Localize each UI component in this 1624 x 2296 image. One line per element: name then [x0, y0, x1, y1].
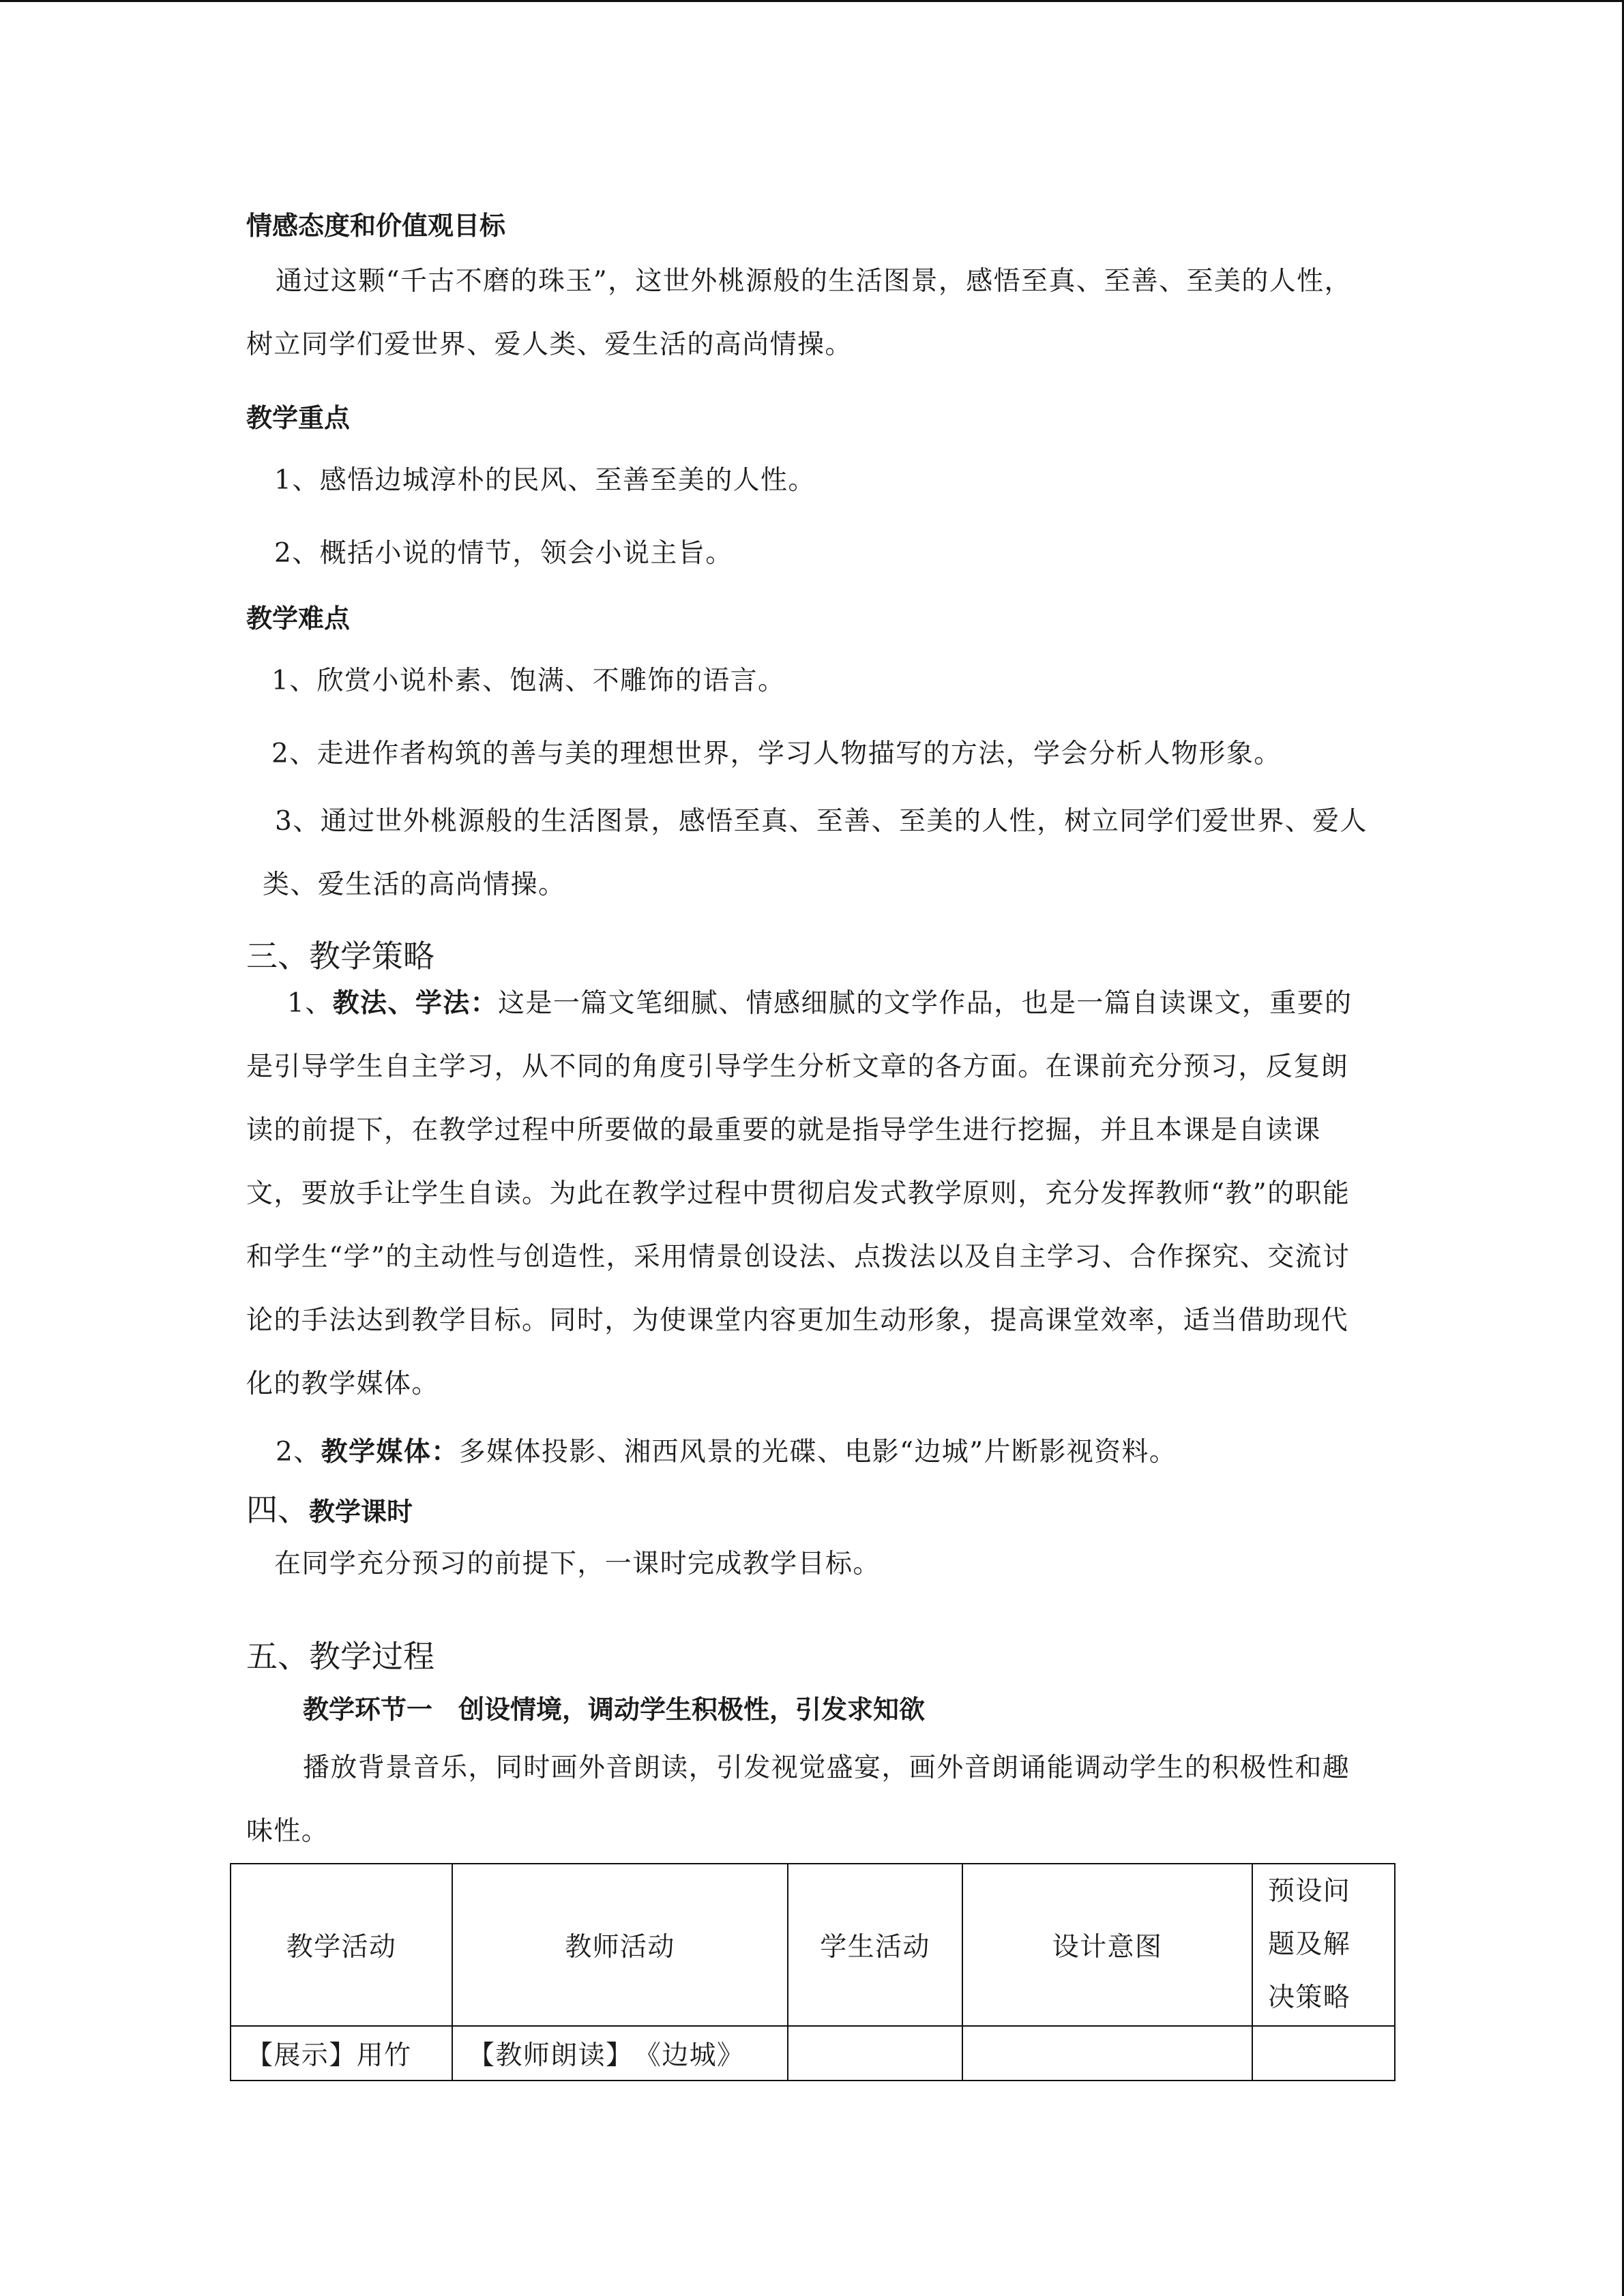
table-cell [962, 2026, 1252, 2081]
difficulty-item: 3、通过世外桃源般的生活图景，感悟至真、至善、至美的人性，树立同学们爱世界、爱人类、爱生活的高尚情操。 [263, 806, 1368, 900]
emotion-goal-heading: 情感态度和价值观目标 [246, 211, 506, 241]
difficulty-item: 2、走进作者构筑的善与美的理想世界，学习人物描写的方法，学会分析人物形象。 [271, 739, 1282, 769]
strategy-item-text: 这是一篇文笔细腻、情感细腻的文学作品，也是一篇自读课文，重要的是引导学生自主学习，从不同的角度引导学生分析文章的各方面。在课前充分预习，反复朗读的前提下，在教学过程中所要做的最重要的就是指导学生进行挖掘，并且本课是自读课文，要放手让学生自读。为此在教学过程中贯彻启发式教学原则，充分发挥教师“教”的职能和学生“学”的主动性与创造性，采用情景创设法、点拨法以及自主学习、合作探究、交流讨论的手法达到教学目标。同时，为使课堂内容更加生动形象，提高课堂效率，适当借助现代化的教学媒体。 [246, 988, 1353, 1399]
strategy-item-number: 2、 [276, 1437, 321, 1467]
lesson-table [230, 1863, 1396, 2081]
table-header-cell: 设计意图 [962, 1864, 1252, 2026]
process-heading: 五、教学过程 [246, 1638, 434, 1675]
table-header-line: 预设问 [1268, 1876, 1351, 1907]
strategy-item-methods [246, 972, 1365, 1416]
emotion-goal-body: 通过这颗“千古不磨的珠玉”，这世外桃源般的生活图景，感悟至真、至善、至美的人性，树立同学们爱世界、爱人类、爱生活的高尚情操。 [246, 266, 1352, 360]
key-point-item: 1、感悟边城淳朴的民风、至善至美的人性。 [274, 465, 816, 496]
key-point-item: 2、概括小说的情节，领会小说主旨。 [274, 538, 733, 569]
period-heading-text: 教学课时 [309, 1497, 413, 1527]
process-step1-body: 播放背景音乐，同时画外音朗读，引发视觉盛宴，画外音朗诵能调动学生的积极性和趣味性。 [246, 1753, 1350, 1847]
table-cell: 【展示】用竹 [231, 2026, 452, 2081]
strategy-item-text: 多媒体投影、湘西风景的光碟、电影“边城”片断影视资料。 [458, 1437, 1177, 1467]
table-header-cell-stacked [1252, 1864, 1395, 2026]
table-header-row [231, 1864, 1395, 2026]
table-header-line: 决策略 [1268, 1982, 1351, 2013]
table-cell [1252, 2026, 1395, 2081]
table-cell [788, 2026, 962, 2081]
strategy-item-number: 1、 [287, 988, 333, 1019]
process-step1-title: 教学环节一 创设情境，调动学生积极性，引发求知欲 [303, 1695, 926, 1725]
period-body: 在同学充分预习的前提下，一课时完成教学目标。 [274, 1549, 881, 1579]
strategy-item-label: 教学媒体： [321, 1436, 459, 1467]
table-header-line: 题及解 [1268, 1929, 1351, 1960]
difficulty-item: 1、欣赏小说朴素、饱满、不雕饰的语言。 [271, 666, 786, 696]
period-heading-number: 四、 [246, 1491, 309, 1528]
period-heading [246, 1485, 413, 1530]
page-top-border [0, 0, 1624, 2]
table-header-cell: 学生活动 [788, 1864, 962, 2026]
table-header-cell: 教师活动 [452, 1864, 788, 2026]
table-cell: 【教师朗读】 《边城》 [452, 2026, 788, 2081]
strategy-item-label: 教法、学法： [332, 987, 499, 1019]
key-points-heading: 教学重点 [246, 403, 351, 433]
strategy-item-media [246, 1420, 1365, 1484]
strategy-heading: 三、教学策略 [246, 938, 434, 974]
table-header-cell: 教学活动 [231, 1864, 452, 2026]
difficulties-heading: 教学难点 [246, 603, 351, 633]
table-row [231, 2026, 1395, 2081]
